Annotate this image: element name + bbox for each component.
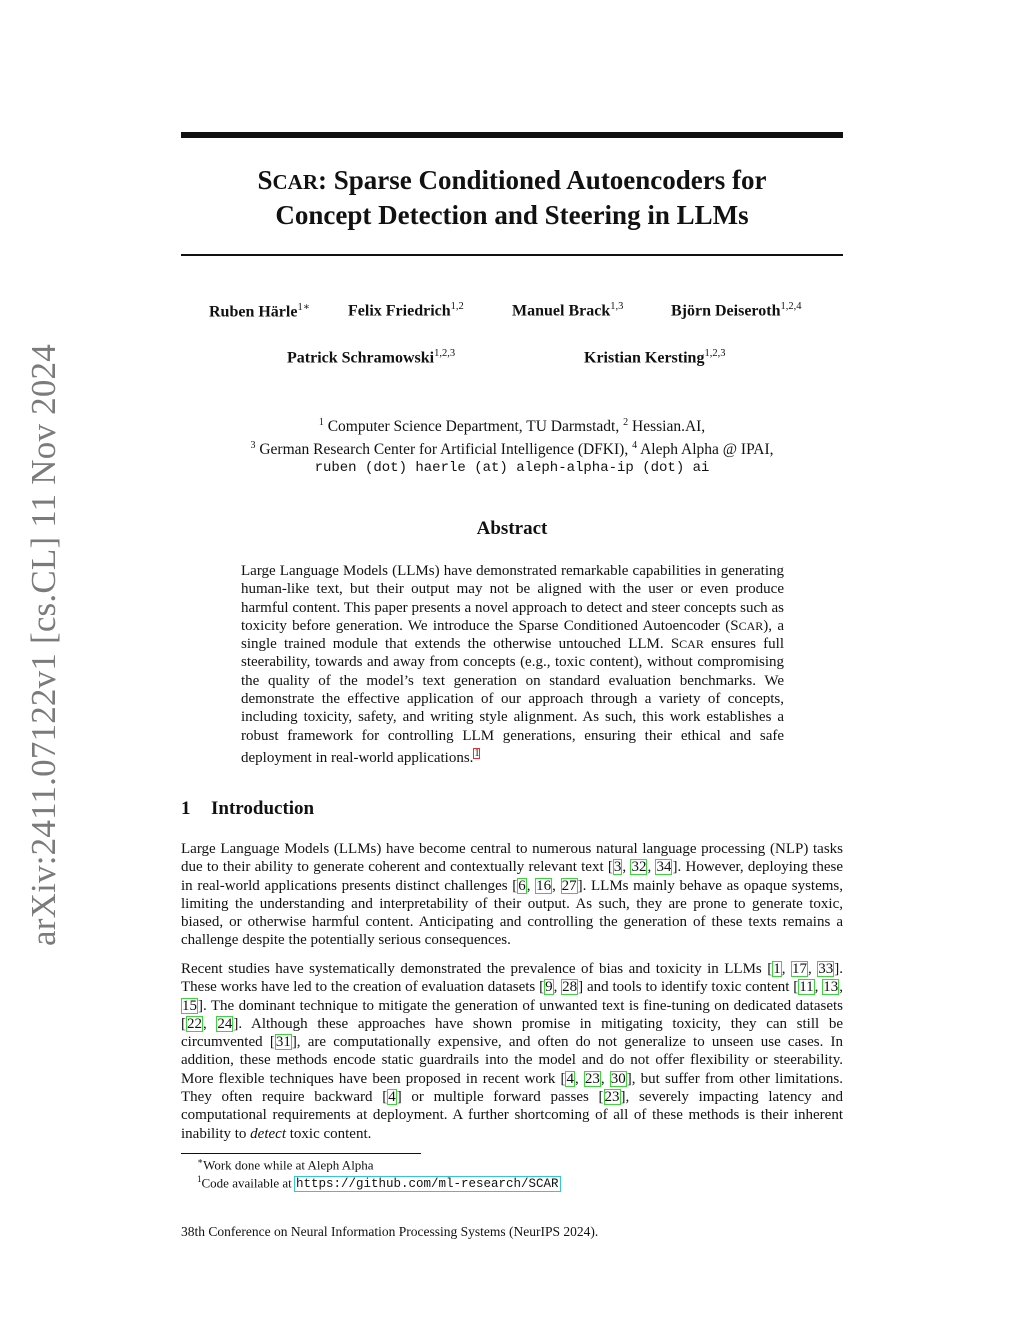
separator: , [781, 961, 791, 977]
affil-mark: 3 [250, 440, 256, 452]
author-name: Ruben Härle [209, 303, 298, 321]
footnote-rule [181, 1153, 421, 1154]
citation-link[interactable]: 31 [275, 1034, 291, 1051]
footnote-text: Work done while at Aleph Alpha [203, 1157, 374, 1173]
citation-link[interactable]: 33 [818, 961, 834, 977]
title-line-1 [181, 164, 843, 199]
author-6 [584, 348, 725, 367]
citation-link[interactable]: 11 [799, 979, 814, 996]
affil-text: Hessian.AI, [628, 418, 706, 436]
section-number: 1 [181, 798, 191, 819]
paragraph-text: ]. These works have led to the creation of evaluation datasets [ [181, 961, 843, 996]
paragraph-text: ], are computationally expensive, and often do not generalize to unseen use cases. In addition, these methods encode static guardrails into the model and do not offer flexibility or steerability. More flexible techniques have been proposed in recent work [ [181, 1034, 843, 1087]
arxiv-stamp: arXiv:2411.07122v1 [cs.CL] 11 Nov 2024 [24, 344, 63, 946]
paper-title [181, 164, 843, 232]
author-3 [512, 301, 623, 320]
citation-link[interactable]: 15 [182, 997, 197, 1014]
affil-mark: 2 [623, 417, 629, 428]
section-title: Introduction [211, 798, 315, 819]
intro-paragraph-1 [181, 840, 843, 950]
citation-link[interactable]: 24 [217, 1015, 233, 1032]
title-line-1-text: : Sparse Conditioned Autoencoders for [318, 165, 767, 195]
abstract-acronym-initial: S [730, 617, 739, 634]
paragraph-text: ] or multiple forward passes [ [396, 1089, 604, 1106]
author-name: Felix Friedrich [348, 302, 451, 320]
separator: , [647, 859, 656, 876]
affiliation-line-2 [181, 436, 843, 459]
title-rule-top [181, 132, 843, 138]
affil-text: Aleph Alpha @ IPAI, [637, 441, 774, 459]
author-2 [348, 301, 464, 320]
footnote-text: Code available at [201, 1175, 295, 1191]
affil-mark: 4 [632, 440, 638, 452]
separator: , [526, 877, 536, 894]
author-affil-mark: 1,2,4 [780, 301, 802, 312]
author-affil-mark: 1∗ [297, 302, 310, 313]
author-name: Björn Deiseroth [671, 302, 781, 320]
citation-link[interactable]: 34 [656, 859, 672, 876]
title-acronym-initial: S [257, 165, 273, 195]
citation-link[interactable]: 13 [823, 979, 839, 996]
citation-link[interactable]: 1 [773, 961, 781, 977]
paragraph-text: ], but suffer from other limitations. They often require backward [ [181, 1070, 844, 1106]
footnote-mark: ∗ [197, 1156, 204, 1166]
author-4 [671, 301, 801, 320]
author-5 [287, 348, 455, 367]
paragraph-text: Recent studies have systematically demonstrated the prevalence of bias and toxicity in LLMs [ [181, 961, 773, 977]
paragraph-text: toxic content. [285, 1125, 372, 1142]
citation-link[interactable]: 4 [388, 1089, 396, 1106]
paragraph-text: ]. LLMs mainly behave as opaque systems, limiting the understanding and interpretability of their output. As such, they are prone to generate toxic, biased, or otherwise harmful content. Anticipating and controlling the generation of these texts remains a challenge despite the potentially serious consequences. [181, 877, 844, 949]
separator: , [622, 859, 631, 876]
citation-link[interactable]: 22 [187, 1015, 202, 1032]
title-rule-bottom [181, 254, 843, 256]
citation-link[interactable]: 23 [584, 1070, 600, 1087]
footnote-2 [197, 1174, 560, 1191]
abstract-heading: Abstract [476, 518, 548, 539]
abstract-body [241, 562, 784, 767]
abstract-text: ensures full steerability, towards and away from concepts (e.g., toxic content), without compromising the quality of the model’s text generation on standard evaluation benchmarks. We demonstrate the effective application of our approach through a variety of concepts, including toxicity, safety, and writing style alignment. As such, this work establishes a robust framework for controlling LLM generations, ensuring their ethical and safe deployment in real-world applications. [241, 636, 784, 766]
abstract-acronym-initial: S [670, 636, 680, 653]
footnote-link-1[interactable]: 1 [474, 747, 480, 759]
citation-link[interactable]: 28 [562, 979, 578, 996]
separator: , [814, 979, 823, 996]
author-affil-mark: 1,2,3 [434, 348, 456, 359]
paragraph-text: ]. However, deploying these in real-world applications presents distinct challenges [ [181, 859, 843, 894]
author-name: Patrick Schramowski [287, 349, 435, 367]
paragraph-text: ] and tools to identify toxic content [ [578, 979, 799, 996]
author-name: Kristian Kersting [584, 349, 705, 367]
paragraph-text: ]. The dominant technique to mitigate the generation of unwanted text is fine-tuning on dedicated datasets [ [181, 997, 843, 1032]
citation-link[interactable]: 30 [610, 1070, 626, 1087]
footnote-1 [197, 1156, 374, 1173]
author-1 [209, 301, 310, 321]
citation-link[interactable]: 4 [566, 1070, 574, 1087]
intro-paragraph-2 [181, 960, 843, 1143]
citation-link[interactable]: 16 [536, 877, 552, 894]
citation-link[interactable]: 6 [518, 877, 526, 894]
citation-link[interactable]: 17 [792, 961, 807, 977]
citation-link[interactable]: 27 [561, 877, 577, 894]
abstract-text: Large Language Models (LLMs) have demonstrated remarkable capabilities in generating human-like text, but their output may not be aligned with the user or even produce harmful content. This paper presents a novel approach to detect and steer concepts such as toxicity before generation. We introduce the Sparse Conditioned Autoencoder ( [241, 563, 784, 634]
abstract-acronym-rest: CAR [738, 618, 764, 633]
venue-footer: 38th Conference on Neural Information Processing Systems (NeurIPS 2024). [181, 1224, 599, 1239]
author-affil-mark: 1,3 [610, 301, 624, 312]
code-url-link[interactable]: https://github.com/ml-research/SCAR [296, 1177, 559, 1192]
separator: , [552, 877, 561, 894]
citation-link[interactable]: 9 [545, 979, 553, 996]
title-line-2: Concept Detection and Steering in LLMs [275, 200, 749, 230]
section-heading-introduction [181, 798, 314, 820]
paragraph-text: Large Language Models (LLMs) have become central to numerous natural language processing (NLP) tasks due to their ability to generate coherent and contextually relevant text [ [181, 841, 843, 876]
paragraph-text: ]. Although these approaches have shown promise in mitigating toxicity, they can still be circumvented [ [181, 1015, 844, 1051]
citation-link[interactable]: 3 [613, 859, 622, 876]
affil-text: Computer Science Department, TU Darmstadt, [323, 418, 624, 436]
separator: , [808, 961, 818, 977]
paragraph-text: ], severely impacting latency and computational requirements at deployment. A further shortcoming of all of these methods is their inherent inability to [181, 1089, 843, 1142]
separator: , [574, 1070, 584, 1087]
affil-text: German Research Center for Artificial Intelligence (DFKI), [255, 441, 633, 459]
emphasis-text: detect [250, 1125, 286, 1142]
contact-email: ruben (dot) haerle (at) aleph-alpha-ip (dot) ai [314, 460, 710, 477]
author-affil-mark: 1,2,3 [704, 348, 726, 359]
separator: , [553, 979, 562, 996]
citation-link[interactable]: 23 [604, 1089, 620, 1106]
affiliation-line-1 [181, 413, 843, 436]
separator: , [203, 1015, 217, 1032]
affiliations [181, 413, 843, 478]
separator: , [600, 1070, 610, 1087]
author-name: Manuel Brack [512, 302, 611, 320]
abstract-text: ), a single trained module that extends the otherwise untouched LLM. [241, 617, 784, 653]
author-affil-mark: 1,2 [450, 301, 464, 312]
title-acronym-rest: CAR [272, 170, 318, 194]
separator: , [839, 979, 843, 996]
footnote-mark: 1 [197, 1174, 202, 1184]
abstract-acronym-rest: CAR [679, 637, 704, 652]
citation-link[interactable]: 32 [631, 859, 647, 876]
affil-mark: 1 [318, 417, 324, 428]
